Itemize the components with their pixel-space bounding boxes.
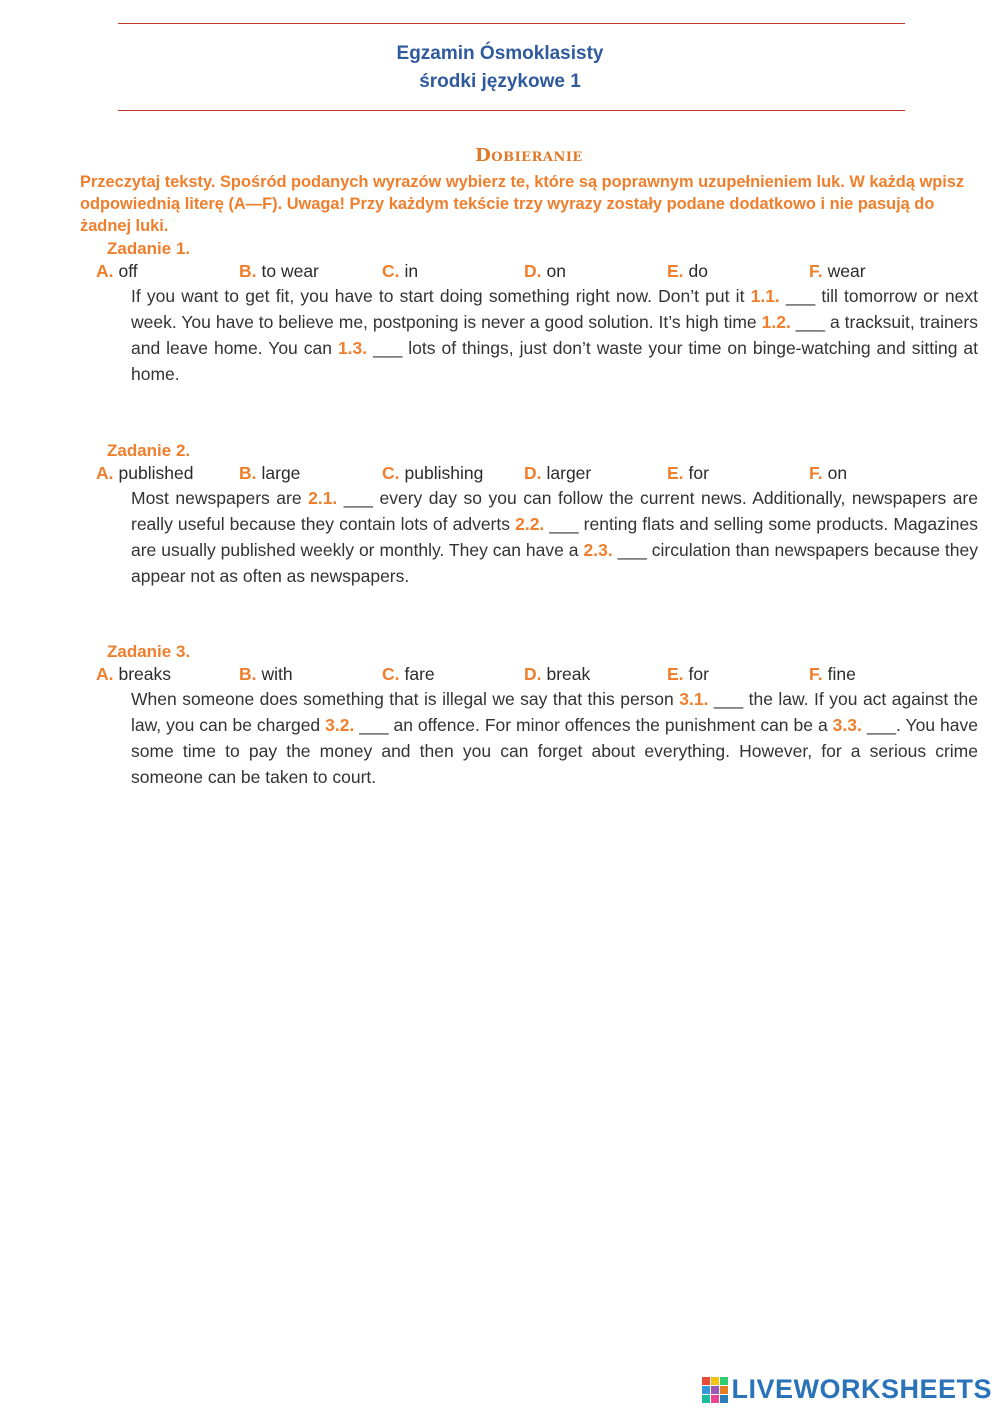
option-letter: C. (382, 261, 400, 281)
option-letter: F. (809, 261, 823, 281)
option-item (809, 663, 856, 686)
liveworksheets-logo-icon (702, 1377, 728, 1403)
task-title: Zadanie 3. (107, 642, 191, 661)
logo-square (720, 1395, 728, 1403)
option-letter: C. (382, 664, 400, 684)
option-item (667, 663, 709, 686)
logo-square (702, 1377, 710, 1385)
task-title: Zadanie 1. (107, 239, 191, 258)
logo-square (720, 1377, 728, 1385)
task-title: Zadanie 2. (107, 441, 191, 460)
option-letter: F. (809, 463, 823, 483)
liveworksheets-brand (702, 1374, 992, 1405)
option-letter: D. (524, 463, 542, 483)
option-letter: F. (809, 664, 823, 684)
passage (131, 485, 978, 589)
option-letter: B. (239, 463, 257, 483)
option-letter: B. (239, 664, 257, 684)
option-word: fare (404, 664, 435, 684)
task-3 (96, 641, 980, 790)
task-1 (96, 238, 980, 387)
task-2 (96, 440, 980, 589)
option-item (382, 462, 483, 485)
gap-number: 2.2. (515, 514, 545, 534)
option-word: breaks (118, 664, 172, 684)
option-word: on (546, 261, 566, 281)
option-word: on (827, 463, 848, 483)
gap-number: 3.3. (832, 715, 862, 735)
option-item (524, 663, 590, 686)
passage-text: ___ a tracksuit, trainers and leave home. You can (131, 312, 978, 358)
option-word: larger (546, 463, 592, 483)
option-word: fine (827, 664, 856, 684)
option-letter: D. (524, 261, 542, 281)
option-item (809, 260, 866, 283)
option-item (667, 260, 708, 283)
option-item (809, 462, 847, 485)
logo-square (711, 1395, 719, 1403)
option-item (239, 462, 300, 485)
option-word: for (688, 664, 709, 684)
header-subtitle: środki językowe 1 (419, 71, 581, 92)
option-letter: D. (524, 664, 542, 684)
passage-text: ___ circulation than newspapers because they appear not as often as newspapers. (131, 540, 979, 586)
passage (131, 283, 978, 387)
passage-text: ___ an offence. For minor offences the punishment can be a (354, 715, 833, 735)
gap-number: 3.1. (679, 689, 709, 709)
passage-text: ___ lots of things, just don’t waste your time on binge-watching and sitting at home. (131, 338, 978, 384)
section-title: Dobieranie (475, 145, 583, 166)
logo-square (711, 1377, 719, 1385)
gap-number: 3.2. (325, 715, 355, 735)
gap-number: 2.3. (583, 540, 613, 560)
option-letter: E. (667, 463, 684, 483)
header-title: Egzamin Ósmoklasisty (396, 43, 604, 64)
option-word: in (404, 261, 419, 281)
passage-text: Most newspapers are (131, 488, 309, 508)
option-word: with (261, 664, 293, 684)
passage-text: ___ renting flats and selling some products. Magazines are usually published weekly or monthly. They can have a (131, 514, 978, 560)
option-word: published (118, 463, 194, 483)
option-item (524, 260, 566, 283)
option-item (382, 663, 435, 686)
options-row (96, 462, 980, 485)
passage-text: ___ till tomorrow or next week. You have to believe me, postponing is never a good solution. It’s high time (131, 286, 978, 332)
logo-square (720, 1386, 728, 1394)
option-letter: E. (667, 261, 684, 281)
option-letter: A. (96, 463, 114, 483)
options-row (96, 663, 980, 686)
passage (131, 686, 978, 790)
option-letter: A. (96, 261, 114, 281)
gap-number: 1.3. (337, 338, 368, 358)
page-header (0, 40, 1000, 96)
gap-number: 2.1. (308, 488, 338, 508)
option-word: break (546, 664, 591, 684)
logo-square (702, 1395, 710, 1403)
passage-text: ___ the law. If you act against the law, you can be charged (131, 689, 978, 735)
gap-number: 1.2. (761, 312, 791, 332)
options-row (96, 260, 980, 283)
passage-text: ___ every day so you can follow the current news. Additionally, newspapers are really useful because they contain lots of adverts (131, 488, 978, 534)
option-item (96, 462, 193, 485)
option-word: publishing (404, 463, 484, 483)
option-letter: C. (382, 463, 400, 483)
passage-text: When someone does something that is illegal we say that this person (131, 689, 680, 709)
top-rule (118, 23, 905, 24)
option-item (96, 260, 138, 283)
option-word: to wear (261, 261, 319, 281)
gap-number: 1.1. (750, 286, 780, 306)
option-letter: E. (667, 664, 684, 684)
instructions: Przeczytaj teksty. Spośród podanych wyrazów wybierz te, które są poprawnym uzupełnieniem luk. W każdą wpisz odpowiednią literę (A—F). Uwaga! Przy każdym tekście trzy wyrazy zostały podane dodatkowo i nie pasują do żadnej luki. (80, 173, 965, 235)
logo-square (702, 1386, 710, 1394)
option-word: off (118, 261, 138, 281)
passage-text: If you want to get fit, you have to start doing something right now. Don’t put it (131, 286, 751, 306)
option-word: do (688, 261, 709, 281)
logo-square (711, 1386, 719, 1394)
option-item (239, 663, 293, 686)
option-letter: B. (239, 261, 257, 281)
option-item (239, 260, 319, 283)
option-item (382, 260, 418, 283)
brand-name: LIVEWORKSHEETS (731, 1374, 992, 1404)
option-word: for (688, 463, 709, 483)
bottom-rule (118, 110, 905, 111)
option-item (524, 462, 591, 485)
passage-text: ___. You have some time to pay the money and then you can forget about everything. However, for a serious crime someone can be taken to court. (131, 715, 978, 787)
option-item (667, 462, 709, 485)
option-word: large (261, 463, 301, 483)
option-letter: A. (96, 664, 114, 684)
option-word: wear (827, 261, 866, 281)
option-item (96, 663, 171, 686)
